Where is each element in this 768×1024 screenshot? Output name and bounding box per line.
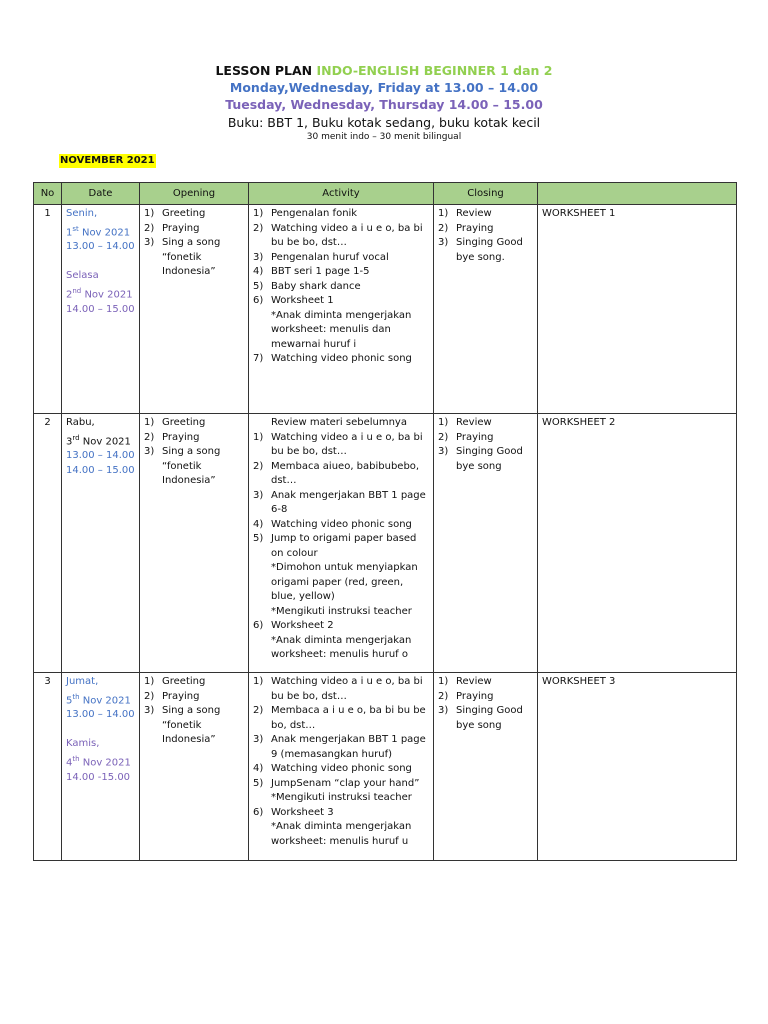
cell-opening [140, 205, 249, 414]
list-item-note: *Anak diminta mengerjakan worksheet: menulis huruf o [271, 634, 412, 660]
list-item: 2) Praying [438, 222, 494, 234]
cell-worksheet: WORKSHEET 2 [538, 414, 737, 673]
list-item: 2) Praying [144, 690, 200, 702]
list-item: 1) Watching video a i u e o, ba bi bu be bo, dst… [253, 431, 423, 457]
list-item: 3) Singing Good bye song [438, 705, 523, 731]
list-item: 2) Membaca aiueo, babibubebo, dst… [253, 460, 420, 486]
list-item: 7) Watching video phonic song [253, 353, 412, 364]
list-item: 1) Review [438, 417, 492, 428]
list-item: 3) Anak mengerjakan BBT 1 page 6-8 [253, 489, 426, 515]
col-header-opening: Opening [140, 183, 249, 205]
date-value: 2nd Nov 2021 [66, 286, 133, 301]
col-header-date: Date [62, 183, 140, 205]
list-item: 5) Baby shark dance [253, 280, 361, 292]
title-prefix: LESSON PLAN [215, 63, 313, 78]
date-day: Rabu, [66, 417, 95, 428]
list-item: 2) Praying [144, 431, 200, 443]
title-accent: INDO-ENGLISH BEGINNER 1 dan 2 [316, 63, 553, 78]
list-item: 6) Worksheet 2 [253, 620, 334, 631]
cell-worksheet: WORKSHEET 3 [538, 673, 737, 861]
list-item-note: *Dimohon untuk menyiapkan origami paper (red, green, blue, yellow) [271, 562, 418, 602]
cell-no: 2 [34, 414, 62, 673]
list-item: 4) BBT seri 1 page 1-5 [253, 266, 370, 277]
cell-date [62, 673, 140, 861]
table-row [34, 205, 737, 414]
cell-no: 3 [34, 673, 62, 861]
list-item-note: *Mengikuti instruksi teacher [271, 605, 412, 617]
list-item-note: *Mengikuti instruksi teacher [271, 792, 412, 803]
list-item: 3) Pengenalan huruf vocal [253, 251, 389, 263]
cell-worksheet: WORKSHEET 1 [538, 205, 737, 414]
date-time: 14.00 -15.00 [66, 771, 131, 783]
cell-opening [140, 673, 249, 861]
table-row [34, 414, 737, 673]
note-line: 30 menit indo – 30 menit bilingual [306, 132, 462, 142]
list-item: 5) Jump to origami paper based on colour [253, 533, 417, 559]
date-day: Kamis, [66, 738, 100, 750]
col-header-extra [538, 183, 737, 205]
list-item: 3) Sing a song “fonetik Indonesia” [144, 705, 221, 745]
date-value: 3rd Nov 2021 [66, 433, 131, 447]
list-item: 2) Praying [438, 431, 494, 443]
date-time: 13.00 – 14.00 [66, 450, 135, 462]
schedule-line-1: Monday,Wednesday, Friday at 13.00 – 14.00 [229, 80, 539, 95]
cell-activity [249, 673, 434, 861]
list-item: 1) Watching video a i u e o, ba bi bu be bo, dst… [253, 676, 423, 702]
col-header-closing: Closing [434, 183, 538, 205]
list-item: 1) Greeting [144, 417, 206, 428]
list-item: 3) Singing Good bye song [438, 446, 523, 472]
list-item: 5) JumpSenam “clap your hand” [253, 777, 420, 789]
cell-no: 1 [34, 205, 62, 414]
month-label: NOVEMBER 2021 [60, 155, 155, 166]
date-time: 13.00 – 14.00 [66, 241, 135, 253]
list-item: 3) Sing a song “fonetik Indonesia” [144, 237, 221, 277]
date-day: Selasa [66, 270, 99, 282]
date-value: 5th Nov 2021 [66, 692, 131, 706]
lesson-table [33, 182, 737, 861]
list-item: 1) Review [438, 676, 492, 687]
date-time: 14.00 – 15.00 [66, 303, 135, 315]
list-item: 1) Greeting [144, 676, 206, 687]
books-line: Buku: BBT 1, Buku kotak sedang, buku kotak kecil [227, 115, 541, 130]
list-item-note: *Anak diminta mengerjakan worksheet: menulis huruf u [271, 821, 412, 847]
col-header-activity: Activity [249, 183, 434, 205]
date-value: 1st Nov 2021 [66, 224, 131, 238]
activity-intro: Review materi sebelumnya [271, 417, 407, 428]
cell-closing [434, 414, 538, 673]
cell-closing [434, 205, 538, 414]
list-item: 3) Anak mengerjakan BBT 1 page 9 (memasangkan huruf) [253, 734, 426, 760]
date-value: 4th Nov 2021 [66, 754, 131, 769]
table-header-row [34, 183, 737, 205]
list-item: 2) Praying [438, 690, 494, 702]
title-line [0, 62, 768, 79]
cell-activity [249, 414, 434, 673]
list-item: 3) Sing a song “fonetik Indonesia” [144, 446, 221, 486]
cell-date [62, 414, 140, 673]
table-row [34, 673, 737, 861]
cell-date [62, 205, 140, 414]
cell-activity [249, 205, 434, 414]
list-item: 1) Greeting [144, 208, 206, 219]
document-header [0, 62, 768, 144]
date-time: 14.00 – 15.00 [66, 464, 135, 476]
list-item: 4) Watching video phonic song [253, 763, 412, 774]
list-item: 6) Worksheet 3 [253, 806, 334, 818]
date-time: 13.00 – 14.00 [66, 709, 135, 721]
list-item: 1) Pengenalan fonik [253, 208, 358, 219]
cell-opening [140, 414, 249, 673]
list-item: 1) Review [438, 208, 492, 219]
col-header-no: No [34, 183, 62, 205]
schedule-line-2: Tuesday, Wednesday, Thursday 14.00 – 15.00 [225, 97, 543, 112]
cell-closing [434, 673, 538, 861]
date-day: Jumat, [66, 676, 99, 687]
list-item: 2) Watching video a i u e o, ba bi bu be bo, dst… [253, 222, 423, 248]
list-item: 2) Praying [144, 222, 200, 234]
date-day: Senin, [66, 208, 98, 219]
list-item: 4) Watching video phonic song [253, 518, 412, 530]
list-item-note: *Anak diminta mengerjakan worksheet: menulis dan mewarnai huruf i [271, 309, 412, 350]
list-item: 6) Worksheet 1 [253, 295, 334, 306]
list-item: 2) Membaca a i u e o, ba bi bu be bo, dst… [253, 705, 426, 731]
list-item: 3) Singing Good bye song. [438, 237, 523, 263]
